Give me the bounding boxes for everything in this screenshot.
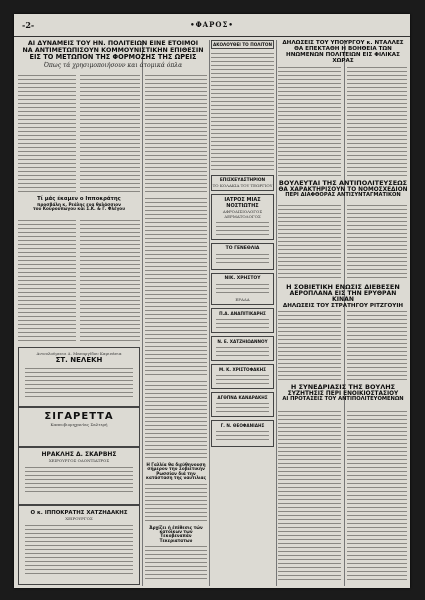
ad-title: ΙΑΤΡΟΣ ΜΙΑΣ ΝΟΣΤΙΩΤΗΣ — [224, 197, 261, 209]
ad-body — [25, 524, 133, 574]
advertisement — [211, 420, 274, 447]
advertisement — [211, 392, 274, 417]
ad-pretext: Αιτουλούμενοι Δ. Μαναργίδου Καμινάνια — [36, 351, 122, 356]
ad-pretext: Καπνοβιομηχανίας Σαλτερή — [50, 422, 108, 427]
headline-line: ΔΗΛΩΣΕΙΣ ΤΟΥ ΥΠΟΥΡΓΟΥ κ. ΝΤΑΛΛΕΣ — [282, 40, 404, 46]
ad-title: ΣΙΓΑΡΕΤΤΑ — [44, 411, 114, 422]
advertisement — [211, 273, 274, 305]
article-text-column — [18, 219, 76, 344]
ad-body — [216, 253, 269, 265]
headline-line: ΠΕΡΙ ΔΙΑΦΘΟΡΑΣ ΑΝΤΙΣΥΝΤΑΓΜΑΤΙΚΟΝ — [285, 191, 401, 198]
ad-body — [216, 374, 269, 384]
article-text-column — [278, 204, 341, 279]
advertisement — [18, 505, 140, 585]
ad-body — [25, 466, 133, 494]
ad-pretext: ΧΕΙΡΟΥΡΓΟΣ — [65, 516, 93, 521]
ad-body — [216, 402, 269, 412]
ad-text: ΕΡΑΔΑ — [235, 297, 250, 302]
column-rule — [142, 40, 143, 586]
page-number: -2- — [22, 20, 35, 30]
left-headline-block — [18, 41, 208, 69]
ad-title: ΣΤ. ΝΕΛΕΚΗ — [55, 356, 103, 364]
center-snippet: Άρχίζει ή έπίθεσις τών κατοίκων των Τεκοβεναπάν Τεκεριατατων — [149, 524, 203, 543]
newspaper-page — [14, 14, 410, 588]
advertisement — [211, 364, 274, 389]
headline-line: του Κουρουπώγου και Σ.Κ. & Γ. Φλέγου — [32, 205, 126, 211]
right-headline-4 — [278, 384, 408, 402]
headline-line: ΔΗΛΩΣΕΙΣ ΤΟΥ ΣΤΡΑΤΗΓΟΥ ΡΙΤΖΓΟΥΙΗ — [282, 302, 404, 309]
section-label: ΑΚΟΛΟΥΘΕΙ ΤΟ ΠΟΛΙΤΟΝ — [211, 40, 274, 49]
advertisement — [211, 175, 274, 191]
middle-text-area — [145, 197, 207, 377]
headline-line: ΑΙ ΔΥΝΑΜΕΙΣ ΤΟΥ ΗΝ. ΠΟΛΙΤΕΙΩΝ ΕΙΝΕ ΕΤΟΙΜΟΙ — [27, 40, 199, 47]
advertisement — [18, 407, 140, 447]
ad-body — [216, 430, 269, 442]
ad-body — [216, 346, 269, 356]
ad-title: Ο κ. ΙΠΠΟΚΡΑΤΗΣ ΧΑΤΖΗΔΑΚΗΣ — [30, 510, 128, 516]
article-text-column — [347, 310, 407, 380]
ad-body — [216, 221, 269, 235]
article-text-column — [211, 52, 274, 172]
article-text-column — [18, 74, 76, 194]
headline-line: ΑΙ ΠΡΟΤΑΣΕΙΣ ΤΟΥ ΑΝΤΙΠΟΛΙΤΕΥΟΜΕΝΩΝ — [282, 395, 404, 402]
ad-body — [216, 283, 269, 295]
ad-title: ΑΓΘΠΝΑ ΚΑΝΑΡΑΚΗΣ — [217, 395, 268, 400]
ad-title: ΝΙΚ. ΧΡΗΣΤΟΥ — [224, 276, 261, 281]
article-text-column — [347, 410, 407, 582]
ad-body — [216, 318, 269, 328]
article-text-column — [145, 380, 207, 460]
advertisement — [18, 347, 140, 407]
headline-line: Η ΣΟΒΙΕΤΙΚΗ ΕΝΩΣΙΣ ΔΙΕΒΕΣΕΝ — [286, 283, 400, 291]
headline-subhead: Όπως τά χρησιμοποιήσουν και άτομικά όπλα — [43, 62, 183, 70]
advertisement — [211, 194, 274, 240]
article-text-column — [145, 197, 207, 377]
ad-title: Π.Α. ΑΝΑΠΙΤΙΚΑΡΗΣ — [219, 311, 266, 316]
article-text-column — [145, 545, 207, 581]
article-text-column — [278, 410, 341, 582]
headline-line: Τί μάς έκαμεν ο Ιπποκράτης — [37, 196, 121, 202]
ad-pretext: ΧΕΙΡΟΥΡΓΟΣ ΟΔΟΝΤΙΑΤΡΟΣ — [48, 458, 110, 463]
article-text-column — [278, 66, 341, 176]
article-text-column — [145, 483, 207, 523]
right-headline-1 — [278, 41, 408, 64]
ad-title: Μ. Κ. ΧΡΙΣΤΟΦΑΚΗΣ — [218, 367, 267, 372]
right-headline-2 — [278, 180, 408, 198]
column-rule — [209, 40, 210, 586]
headline-line: Η ΣΥΝΕΔΡΙΑΣΙΣ ΤΗΣ ΒΟΥΛΗΣ — [290, 383, 396, 391]
headline-line: προσβάλη κ. Ρεάλης ενα θαλάσσιον — [37, 201, 121, 207]
article-text-column — [347, 204, 407, 279]
advertisement — [211, 336, 274, 361]
ad-text: ΤΟ ΚΟΛΑΚΙΑ ΤΟΥ ΤΕΩΡΓΙΟΥ — [212, 183, 273, 188]
ad-text: ΑΦΡΟΔΙΣΙΟΛΟΓΟΣ ΔΕΡΜΑΤΟΛΟΓΟΣ — [222, 209, 263, 219]
center-lower-column — [145, 380, 207, 581]
ad-title: ΤΟ ΓΕΝΕΘΛΙΑ — [225, 246, 260, 251]
column-rule — [276, 40, 277, 586]
headline-line: ΑΕΡΟΠΛΑΝΑ ΕΙΣ ΤΗΝ ΕΡΥΘΡΑΝ ΚΙΝΑΝ — [289, 289, 397, 304]
column-rule — [344, 40, 345, 586]
advertisement — [18, 447, 140, 505]
article-text-column — [347, 66, 407, 176]
advertisement — [211, 243, 274, 270]
headline-line: ΣΥΖΗΤΗΣΙΣ ΠΕΡΙ ΕΝΟΙΚΙΟΣΤΑΣΙΟΥ — [287, 390, 399, 397]
headline-line: ΗΝΩΜΕΝΩΝ ΠΟΛΙΤΕΙΩΝ ΕΙΣ ΦΙΛΙΚΑΣ ΧΩΡΑΣ — [286, 51, 400, 64]
article-text-column — [80, 74, 140, 194]
article-text-column — [80, 219, 140, 344]
left-second-headline — [18, 197, 140, 211]
paper-name: •ΦΑΡΟΣ• — [190, 20, 234, 29]
page-header — [14, 14, 410, 37]
article-text-column — [145, 74, 207, 194]
headline-line: ΘΑ ΧΑΡΑΚΤΗΡΙΣΟΥΝ ΤΟ ΝΟΜΟΣΧΕΔΙΟΝ — [278, 186, 408, 193]
headline-line: ΝΑ ΑΝΤΙΜΕΤΩΠΙΣΟΥΝ ΚΟΜΜΟΥΝΙΣΤΙΚΗΝ ΕΠΙΘΕΣΙΝ — [22, 46, 204, 54]
right-headline-3 — [278, 284, 408, 309]
article-text-column — [278, 310, 341, 380]
headline-line: ΘΑ ΕΠΕΚΤΑΘΗ Η ΒΟΗΘΕΙΑ ΤΩΝ — [294, 45, 392, 52]
headline-line: ΒΟΥΛΕΥΤΑΙ ΤΗΣ ΑΝΤΙΠΟΛΙΤΕΥΣΕΩΣ — [278, 179, 408, 187]
center-snippet: Η Γαλλία θα διεύθηνουση σήμερον την Σοβιετικήν Ρωσσίαν διά την κατάσταση της ναυτιλιας — [145, 462, 206, 481]
advertisement — [211, 308, 274, 333]
ad-title: Ν. Ε. ΧΑΤΖΗΙΩΑΝΝΟΥ — [217, 339, 268, 344]
middle-column — [211, 40, 274, 447]
ad-title: Γ. Ν. ΘΕΟΦΑΝΙΔΗΣ — [220, 423, 265, 428]
ad-title: ΗΡΑΚΛΗΣ Δ. ΣΚΑΡΒΗΣ — [41, 451, 117, 458]
ad-body — [25, 367, 133, 397]
headline-line: ΕΙΣ ΤΟ ΜΕΤΩΠΟΝ ΤΗΣ ΦΟΡΜΟΖΗΣ ΤΗΣ ΩΡΕΙΣ — [29, 53, 197, 62]
ad-title: ΕΠΙΣΚΕΥΑΣΤΗΡΙΟΝ — [219, 178, 266, 183]
